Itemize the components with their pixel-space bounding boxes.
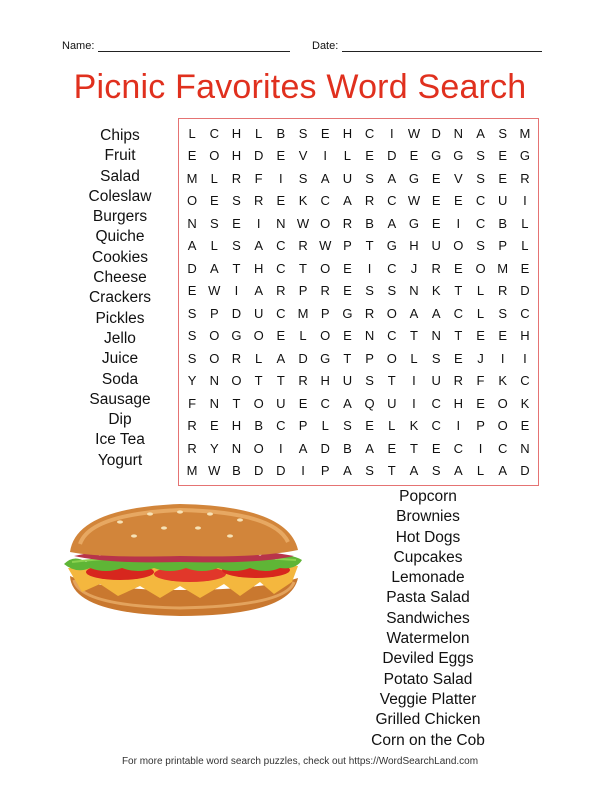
grid-letter: C bbox=[364, 125, 375, 141]
grid-letter: L bbox=[410, 350, 418, 366]
grid-letter: L bbox=[255, 350, 263, 366]
grid-letter: W bbox=[319, 238, 332, 254]
grid-letter: C bbox=[453, 440, 464, 456]
grid-letter: L bbox=[476, 305, 485, 321]
grid-letter: E bbox=[476, 395, 485, 411]
grid-letter: E bbox=[520, 260, 530, 276]
grid-letter: O bbox=[209, 328, 220, 344]
word-list-item: Deviled Eggs bbox=[382, 650, 474, 668]
grid-letter: U bbox=[342, 170, 353, 186]
grid-letter: P bbox=[476, 418, 485, 434]
grid-letter: B bbox=[254, 418, 263, 434]
grid-letter: E bbox=[276, 328, 286, 344]
grid-letter: S bbox=[498, 305, 508, 321]
grid-letter: R bbox=[498, 283, 508, 299]
word-list-item: Corn on the Cob bbox=[371, 731, 485, 749]
grid-letter: M bbox=[519, 125, 531, 141]
grid-letter: N bbox=[364, 328, 375, 344]
grid-letter: Y bbox=[187, 373, 197, 389]
grid-letter: E bbox=[431, 170, 441, 186]
grid-letter: Q bbox=[364, 395, 375, 411]
grid-letter: A bbox=[387, 170, 397, 186]
grid-letter: S bbox=[298, 170, 308, 186]
grid-letter: B bbox=[232, 463, 241, 479]
grid-letter: O bbox=[231, 373, 242, 389]
word-list-item: Brownies bbox=[396, 508, 460, 526]
grid-letter: M bbox=[297, 305, 309, 321]
word-list-item: Jello bbox=[104, 329, 136, 347]
grid-letter: T bbox=[454, 328, 463, 344]
grid-letter: U bbox=[342, 373, 353, 389]
grid-letter: I bbox=[234, 283, 239, 299]
grid-letter: L bbox=[343, 148, 352, 164]
date-field[interactable] bbox=[312, 39, 542, 52]
grid-letter: C bbox=[276, 418, 286, 434]
grid-letter: G bbox=[408, 215, 420, 231]
grid-letter: A bbox=[254, 238, 263, 254]
word-list-left bbox=[60, 126, 180, 471]
grid-letter: B bbox=[498, 215, 508, 231]
word-list-item: Dip bbox=[108, 411, 132, 429]
grid-letter: P bbox=[298, 418, 308, 434]
grid-letter: O bbox=[253, 440, 264, 456]
grid-letter: S bbox=[209, 215, 219, 231]
grid-letter: P bbox=[298, 283, 308, 299]
grid-letter: E bbox=[431, 215, 441, 231]
grid-letter: S bbox=[387, 283, 397, 299]
grid-letter: R bbox=[364, 305, 375, 321]
grid-letter: K bbox=[520, 395, 530, 411]
grid-letter: N bbox=[409, 283, 419, 299]
grid-letter: E bbox=[276, 193, 286, 209]
grid-letter: C bbox=[431, 418, 441, 434]
grid-letter: L bbox=[521, 215, 529, 231]
grid-letter: N bbox=[276, 215, 286, 231]
grid-letter: W bbox=[208, 283, 221, 299]
grid-letter: S bbox=[365, 373, 374, 389]
grid-letter: R bbox=[298, 238, 308, 254]
grid-letter: M bbox=[497, 260, 509, 276]
grid-letter: S bbox=[431, 350, 441, 366]
grid-letter: D bbox=[387, 148, 397, 164]
grid-letter: C bbox=[209, 125, 219, 141]
grid-letter: R bbox=[187, 440, 197, 456]
grid-letter: E bbox=[431, 193, 441, 209]
grid-letter: G bbox=[453, 148, 464, 164]
grid-letter: N bbox=[209, 395, 219, 411]
word-list-item: Pasta Salad bbox=[386, 589, 470, 607]
grid-letter: T bbox=[276, 373, 285, 389]
grid-letter: C bbox=[475, 215, 486, 231]
grid-letter: O bbox=[453, 238, 464, 254]
word-list-item: Veggie Platter bbox=[379, 690, 477, 708]
grid-letter: R bbox=[253, 193, 264, 209]
grid-letter: B bbox=[365, 215, 374, 231]
grid-letter: O bbox=[475, 260, 486, 276]
grid-letter: A bbox=[365, 440, 374, 456]
page-title: Picnic Favorites Word Search bbox=[73, 68, 527, 106]
grid-letter: N bbox=[520, 440, 530, 456]
grid-letter: O bbox=[497, 395, 508, 411]
grid-letter: H bbox=[253, 260, 264, 276]
grid-letter: L bbox=[210, 238, 218, 254]
grid-letter: C bbox=[453, 305, 464, 321]
grid-letter: L bbox=[299, 328, 307, 344]
grid-letter: R bbox=[298, 373, 308, 389]
name-line[interactable] bbox=[98, 39, 290, 52]
grid-letter: I bbox=[523, 193, 527, 209]
grid-letter: L bbox=[388, 418, 396, 434]
grid-letter: W bbox=[208, 463, 221, 479]
grid-letter: U bbox=[431, 373, 441, 389]
grid-letter: M bbox=[186, 170, 198, 186]
grid-letter: N bbox=[431, 328, 441, 344]
grid-letter: E bbox=[431, 440, 441, 456]
grid-letter: O bbox=[497, 418, 508, 434]
word-list-item: Potato Salad bbox=[383, 670, 473, 688]
grid-letter: T bbox=[299, 260, 307, 276]
grid-letter: A bbox=[431, 305, 441, 321]
grid-letter: I bbox=[279, 440, 283, 456]
grid-letter: E bbox=[454, 260, 463, 276]
grid-letter: S bbox=[365, 170, 374, 186]
word-list-item: Yogurt bbox=[97, 451, 143, 469]
sandwich-illustration bbox=[60, 498, 306, 620]
word-list-item: Ice Tea bbox=[95, 431, 145, 449]
grid-letter: D bbox=[231, 305, 242, 321]
grid-letter: L bbox=[476, 283, 485, 299]
grid-letter: T bbox=[343, 350, 352, 366]
grid-letter: F bbox=[254, 170, 263, 186]
grid-letter: L bbox=[321, 418, 329, 434]
grid-letter: T bbox=[409, 440, 418, 456]
word-list-item: Sandwiches bbox=[386, 609, 470, 627]
grid-letter: A bbox=[387, 215, 397, 231]
grid-letter: S bbox=[476, 238, 485, 254]
grid-letter: T bbox=[365, 238, 374, 254]
grid-letter: R bbox=[231, 350, 242, 366]
grid-letter: E bbox=[498, 328, 508, 344]
grid-letter: D bbox=[253, 148, 264, 164]
grid-letter: I bbox=[367, 260, 372, 276]
grid-letter: I bbox=[456, 215, 461, 231]
grid-letter: L bbox=[210, 170, 218, 186]
grid-letter: D bbox=[520, 283, 530, 299]
grid-letter: E bbox=[276, 148, 286, 164]
grid-letter: C bbox=[498, 440, 508, 456]
grid-letter: O bbox=[320, 260, 331, 276]
grid-letter: E bbox=[298, 395, 308, 411]
grid-letter: O bbox=[187, 193, 198, 209]
grid-letter: C bbox=[320, 193, 330, 209]
grid-letter: E bbox=[343, 260, 352, 276]
grid-letter: E bbox=[409, 148, 419, 164]
grid-letter: N bbox=[209, 373, 219, 389]
grid-letter: R bbox=[276, 283, 286, 299]
grid-letter: C bbox=[387, 193, 397, 209]
word-list-item: Cheese bbox=[93, 269, 147, 287]
word-list-item: Lemonade bbox=[391, 569, 465, 587]
grid-letter: A bbox=[209, 260, 219, 276]
grid-letter: E bbox=[365, 148, 374, 164]
grid-letter: D bbox=[187, 260, 197, 276]
word-list-item: Salad bbox=[100, 167, 140, 185]
grid-letter: M bbox=[186, 463, 198, 479]
word-list-item: Fruit bbox=[104, 147, 136, 165]
grid-letter: C bbox=[387, 260, 397, 276]
grid-letter: R bbox=[364, 193, 375, 209]
grid-letter: A bbox=[498, 463, 508, 479]
grid-letter: H bbox=[409, 238, 419, 254]
grid-letter: T bbox=[454, 283, 463, 299]
grid-letter: H bbox=[520, 328, 530, 344]
grid-letter: E bbox=[365, 418, 374, 434]
grid-letter: E bbox=[343, 328, 352, 344]
grid-letter: T bbox=[387, 463, 396, 479]
grid-letter: G bbox=[408, 170, 420, 186]
grid-letter: E bbox=[387, 440, 397, 456]
word-list-item: Quiche bbox=[95, 228, 145, 246]
grid-letter: I bbox=[500, 350, 505, 366]
grid-letter: S bbox=[476, 148, 485, 164]
word-list-item: Cupcakes bbox=[393, 548, 463, 566]
word-list-item: Cookies bbox=[92, 248, 148, 266]
grid-letter: E bbox=[454, 193, 463, 209]
grid-letter: I bbox=[523, 350, 527, 366]
grid-letter: I bbox=[389, 125, 394, 141]
footer-note: For more printable word search puzzles, check out https://WordSearchLand.com bbox=[121, 756, 479, 767]
grid-letter: L bbox=[255, 125, 263, 141]
grid-letter: N bbox=[187, 215, 197, 231]
grid-letter: I bbox=[412, 373, 416, 389]
grid-letter: R bbox=[187, 418, 197, 434]
grid-letter: S bbox=[365, 283, 374, 299]
grid-letter: N bbox=[231, 440, 242, 456]
grid-letter: E bbox=[232, 215, 241, 231]
word-list-item: Grilled Chicken bbox=[375, 711, 481, 729]
word-list-item: Burgers bbox=[92, 208, 148, 226]
word-list-item: Soda bbox=[101, 370, 139, 388]
grid-letter: G bbox=[342, 305, 353, 321]
grid-letter: Y bbox=[209, 440, 219, 456]
grid-letter: K bbox=[498, 373, 508, 389]
grid-letter: E bbox=[498, 170, 508, 186]
grid-letter: H bbox=[231, 418, 242, 434]
grid-letter: O bbox=[386, 350, 397, 366]
grid-letter: E bbox=[476, 328, 485, 344]
grid-letter: I bbox=[256, 215, 261, 231]
grid-letter: C bbox=[276, 305, 286, 321]
grid-letter: H bbox=[320, 373, 330, 389]
grid-letter: B bbox=[343, 440, 352, 456]
grid-letter: O bbox=[253, 328, 264, 344]
grid-letter: S bbox=[187, 350, 197, 366]
grid-letter: I bbox=[279, 170, 283, 186]
grid-letter: C bbox=[276, 260, 286, 276]
grid-letter: E bbox=[209, 193, 219, 209]
word-list-item: Popcorn bbox=[399, 488, 457, 505]
grid-letter: O bbox=[209, 148, 220, 164]
grid-letter: D bbox=[520, 463, 530, 479]
grid-letter: A bbox=[298, 440, 308, 456]
grid-letter: S bbox=[187, 328, 197, 344]
grid-letter: C bbox=[431, 395, 441, 411]
grid-letter: T bbox=[387, 373, 396, 389]
grid-letter: L bbox=[521, 238, 529, 254]
grid-letter: A bbox=[254, 283, 263, 299]
grid-letter: J bbox=[410, 260, 418, 276]
grid-letter: C bbox=[475, 193, 486, 209]
grid-letter: A bbox=[343, 463, 352, 479]
grid-letter: W bbox=[407, 125, 421, 141]
grid-letter: R bbox=[231, 170, 242, 186]
grid-letter: H bbox=[231, 125, 242, 141]
grid-letter: O bbox=[209, 350, 220, 366]
grid-letter: S bbox=[232, 238, 241, 254]
grid-letter: G bbox=[231, 328, 242, 344]
grid-letter: G bbox=[519, 148, 530, 164]
grid-letter: O bbox=[253, 395, 264, 411]
grid-letter: P bbox=[498, 238, 508, 254]
grid-letter: D bbox=[298, 350, 308, 366]
word-list-item: Chips bbox=[100, 127, 140, 144]
grid-letter: O bbox=[320, 215, 331, 231]
grid-letter: A bbox=[276, 350, 286, 366]
word-list-item: Hot Dogs bbox=[395, 528, 461, 546]
grid-letter: W bbox=[407, 193, 421, 209]
grid-letter: W bbox=[296, 215, 310, 231]
grid-letter: R bbox=[342, 215, 353, 231]
grid-letter: E bbox=[320, 125, 330, 141]
grid-letter: P bbox=[320, 463, 330, 479]
grid-letter: A bbox=[343, 193, 352, 209]
grid-letter: A bbox=[320, 170, 330, 186]
grid-letter: S bbox=[431, 463, 441, 479]
grid-letter: U bbox=[253, 305, 264, 321]
word-list-item: Juice bbox=[101, 350, 139, 368]
grid-letter: S bbox=[365, 463, 374, 479]
word-list-item: Crackers bbox=[88, 289, 151, 307]
grid-letter: C bbox=[320, 395, 330, 411]
word-list-item: Sausage bbox=[89, 390, 151, 408]
grid-letter: C bbox=[276, 238, 286, 254]
grid-letter: E bbox=[187, 148, 197, 164]
grid-letter: V bbox=[454, 170, 463, 186]
word-list-item: Pickles bbox=[95, 309, 145, 327]
grid-letter: A bbox=[409, 305, 419, 321]
grid-letter: G bbox=[431, 148, 442, 164]
grid-letter: C bbox=[387, 328, 397, 344]
grid-letter: A bbox=[409, 463, 419, 479]
word-list-item: Watermelon bbox=[386, 630, 470, 648]
grid-letter: E bbox=[454, 350, 463, 366]
grid-letter: E bbox=[187, 283, 197, 299]
grid-letter: S bbox=[232, 193, 241, 209]
grid-letter: S bbox=[187, 305, 197, 321]
grid-letter: R bbox=[453, 373, 464, 389]
grid-letter: H bbox=[453, 395, 464, 411]
grid-letter: O bbox=[320, 328, 331, 344]
grid-letter: I bbox=[456, 418, 461, 434]
grid-letter: P bbox=[365, 350, 374, 366]
grid-letter: I bbox=[478, 440, 483, 456]
grid-letter: T bbox=[232, 260, 241, 276]
grid-letter: H bbox=[231, 148, 242, 164]
grid-letter: O bbox=[386, 305, 397, 321]
grid-letter: A bbox=[187, 238, 197, 254]
grid-letter: S bbox=[476, 170, 485, 186]
grid-letter: J bbox=[477, 350, 484, 366]
grid-letter: R bbox=[431, 260, 441, 276]
grid-letter: P bbox=[320, 305, 330, 321]
grid-letter: B bbox=[276, 125, 286, 141]
grid-letter: L bbox=[476, 463, 485, 479]
grid-letter: C bbox=[520, 305, 530, 321]
word-search-grid bbox=[178, 118, 539, 486]
grid-letter: K bbox=[409, 418, 419, 434]
grid-letter: E bbox=[520, 418, 530, 434]
grid-letter: E bbox=[209, 418, 219, 434]
grid-letter: C bbox=[520, 373, 530, 389]
grid-letter: S bbox=[343, 418, 352, 434]
grid-letter: D bbox=[253, 463, 264, 479]
grid-letter: U bbox=[431, 238, 441, 254]
name-label: Name: bbox=[62, 40, 95, 52]
grid-letter: T bbox=[254, 373, 263, 389]
date-line[interactable] bbox=[342, 39, 542, 52]
name-field[interactable] bbox=[62, 39, 290, 52]
grid-letter: G bbox=[320, 350, 331, 366]
date-label: Date: bbox=[312, 40, 339, 52]
grid-letter: T bbox=[232, 395, 241, 411]
grid-letter: V bbox=[298, 148, 308, 164]
grid-letter: I bbox=[323, 148, 328, 164]
grid-letter: I bbox=[301, 463, 305, 479]
grid-letter: U bbox=[498, 193, 508, 209]
grid-letter: K bbox=[298, 193, 308, 209]
grid-letter: E bbox=[343, 283, 352, 299]
grid-letter: A bbox=[476, 125, 485, 141]
grid-letter: F bbox=[476, 373, 485, 389]
grid-letter: N bbox=[453, 125, 464, 141]
grid-letter: E bbox=[498, 148, 508, 164]
word-list-item: Coleslaw bbox=[88, 187, 152, 205]
grid-letter: H bbox=[342, 125, 353, 141]
grid-letter: I bbox=[412, 395, 416, 411]
grid-letter: A bbox=[454, 463, 463, 479]
grid-letter: U bbox=[276, 395, 286, 411]
grid-letter: F bbox=[188, 395, 197, 411]
grid-letter: G bbox=[386, 238, 397, 254]
word-list-right bbox=[355, 487, 501, 751]
grid-letter: D bbox=[431, 125, 441, 141]
grid-letter: P bbox=[209, 305, 219, 321]
grid-letter: A bbox=[343, 395, 352, 411]
grid-letter: U bbox=[387, 395, 397, 411]
grid-letter: D bbox=[276, 463, 286, 479]
grid-letter: R bbox=[520, 170, 530, 186]
grid-letter: S bbox=[298, 125, 308, 141]
grid-letter: R bbox=[320, 283, 330, 299]
grid-letter: D bbox=[320, 440, 330, 456]
grid-letter: T bbox=[409, 328, 418, 344]
grid-letter: L bbox=[188, 125, 196, 141]
grid-letter: P bbox=[343, 238, 352, 254]
grid-letter: S bbox=[498, 125, 508, 141]
grid-letter: K bbox=[431, 283, 441, 299]
